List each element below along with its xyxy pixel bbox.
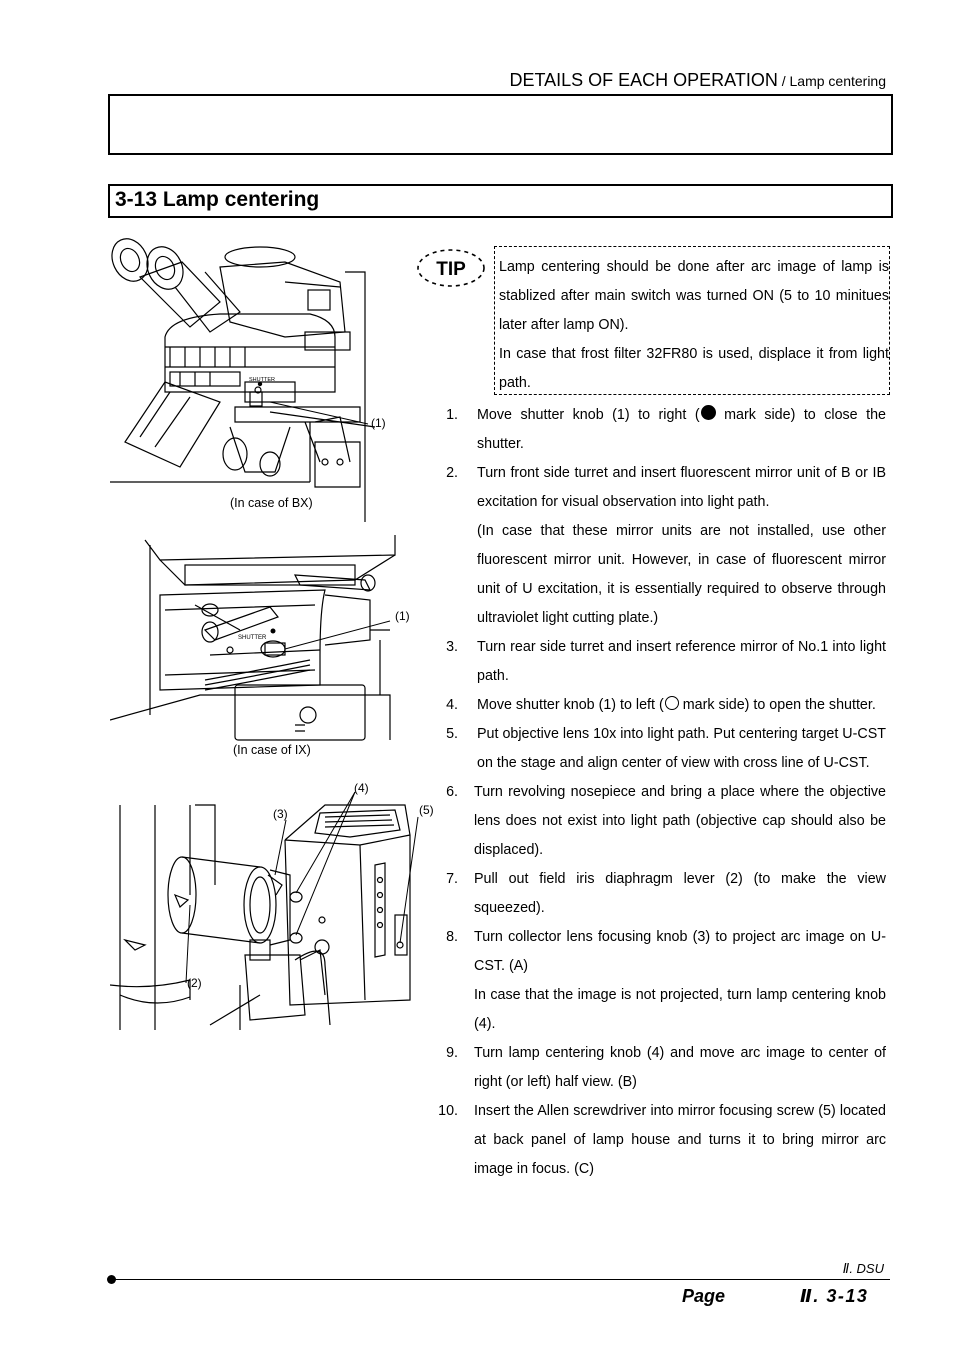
step-6: [438, 778, 886, 865]
step-note: (In case that these mirror units are not installed, use other fluorescent mirror unit. However, in case of fluorescent mirror unit of U excitation, it is essentially required to observe through ultraviolet light cutting plate.): [477, 523, 886, 626]
step-number: 8.: [446, 929, 458, 945]
header-sub: / Lamp centering: [777, 73, 886, 89]
step-number: 1.: [446, 407, 458, 423]
lamp-label-5: (5): [419, 803, 434, 817]
tip-badge: [416, 248, 486, 288]
tip-box: [494, 246, 890, 395]
step-3: [438, 633, 886, 691]
step-text: Put objective lens 10x into light path. Put centering target U-CST on the stage and align center of view with cross line of U-CST.: [477, 726, 886, 771]
footer-rule: [112, 1279, 890, 1280]
step-text: Turn front side turret and insert fluorescent mirror unit of B or IB excitation for visual observation into light path.: [477, 465, 886, 510]
header-main: DETAILS OF EACH OPERATION: [509, 70, 778, 90]
caption-ix: (In case of IX): [233, 743, 311, 757]
step-note: In case that the image is not projected, turn lamp centering knob (4).: [474, 987, 886, 1032]
figure-bx-microscope: [110, 232, 400, 522]
step-2: [438, 459, 886, 633]
bx-label-1: (1): [371, 416, 386, 430]
step-5: [438, 720, 886, 778]
empty-note-box: [108, 94, 893, 155]
step-8: [438, 923, 886, 1039]
page-number: Ⅱ. 3-13: [800, 1286, 869, 1306]
step-10: [438, 1097, 886, 1184]
running-header: [509, 70, 886, 91]
lamp-label-2: (2): [187, 976, 202, 990]
open-circle-icon: [665, 696, 679, 710]
tip-badge-text: TIP: [436, 259, 466, 280]
filled-circle-icon: [701, 405, 716, 420]
step-text: Turn rear side turret and insert reference mirror of No.1 into light path.: [477, 639, 886, 684]
figure-ix-microscope: [110, 535, 410, 745]
section-title: 3-13 Lamp centering: [115, 188, 320, 211]
step-text: Move shutter knob (1) to right (: [477, 407, 700, 423]
page-label: Page: [682, 1286, 726, 1306]
footer-chapter: Ⅱ. DSU: [842, 1261, 884, 1276]
step-text: Pull out field iris diaphragm lever (2) (to make the view squeezed).: [474, 871, 886, 916]
step-text: Insert the Allen screwdriver into mirror focusing screw (5) located at back panel of lamp house and turns it to bring mirror arc image in focus. (C): [474, 1103, 886, 1177]
step-text: Turn lamp centering knob (4) and move arc image to center of right (or left) half view. (B): [474, 1045, 886, 1090]
step-number: 5.: [446, 726, 458, 742]
figure-lamp-house: [110, 775, 440, 1033]
step-text: mark side) to close the shutter.: [477, 407, 886, 452]
step-number: 3.: [446, 639, 458, 655]
step-text: Turn collector lens focusing knob (3) to project arc image on U-CST. (A): [474, 929, 886, 974]
tip-paragraph-2: In case that frost filter 32FR80 is used, displace it from light path.: [499, 346, 889, 391]
step-text: Turn revolving nosepiece and bring a place where the objective lens does not exist into light path (objective cap should also be displaced).: [474, 784, 886, 858]
step-number: 7.: [446, 871, 458, 887]
step-1: [438, 401, 886, 459]
ix-shutter-label: SHUTTER: [238, 635, 267, 641]
bx-shutter-label: SHUTTER: [249, 377, 275, 383]
tip-paragraph-1: Lamp centering should be done after arc image of lamp is stablized after main switch was turned ON (5 to 10 minitues later after lamp ON).: [499, 259, 889, 333]
step-7: [438, 865, 886, 923]
lamp-label-4: (4): [354, 781, 369, 795]
procedure-steps: [438, 401, 886, 1184]
step-number: 4.: [446, 697, 458, 713]
step-number: 6.: [446, 784, 458, 800]
step-text: Move shutter knob (1) to left (: [477, 697, 664, 713]
section-title-box: [108, 184, 893, 218]
step-4: [438, 691, 886, 720]
lamp-label-3: (3): [273, 807, 288, 821]
caption-bx: (In case of BX): [230, 496, 313, 510]
step-number: 2.: [446, 465, 458, 481]
step-number: 10.: [438, 1103, 458, 1119]
step-text: mark side) to open the shutter.: [678, 697, 876, 713]
step-number: 9.: [446, 1045, 458, 1061]
ix-label-1: (1): [395, 609, 410, 623]
step-9: [438, 1039, 886, 1097]
